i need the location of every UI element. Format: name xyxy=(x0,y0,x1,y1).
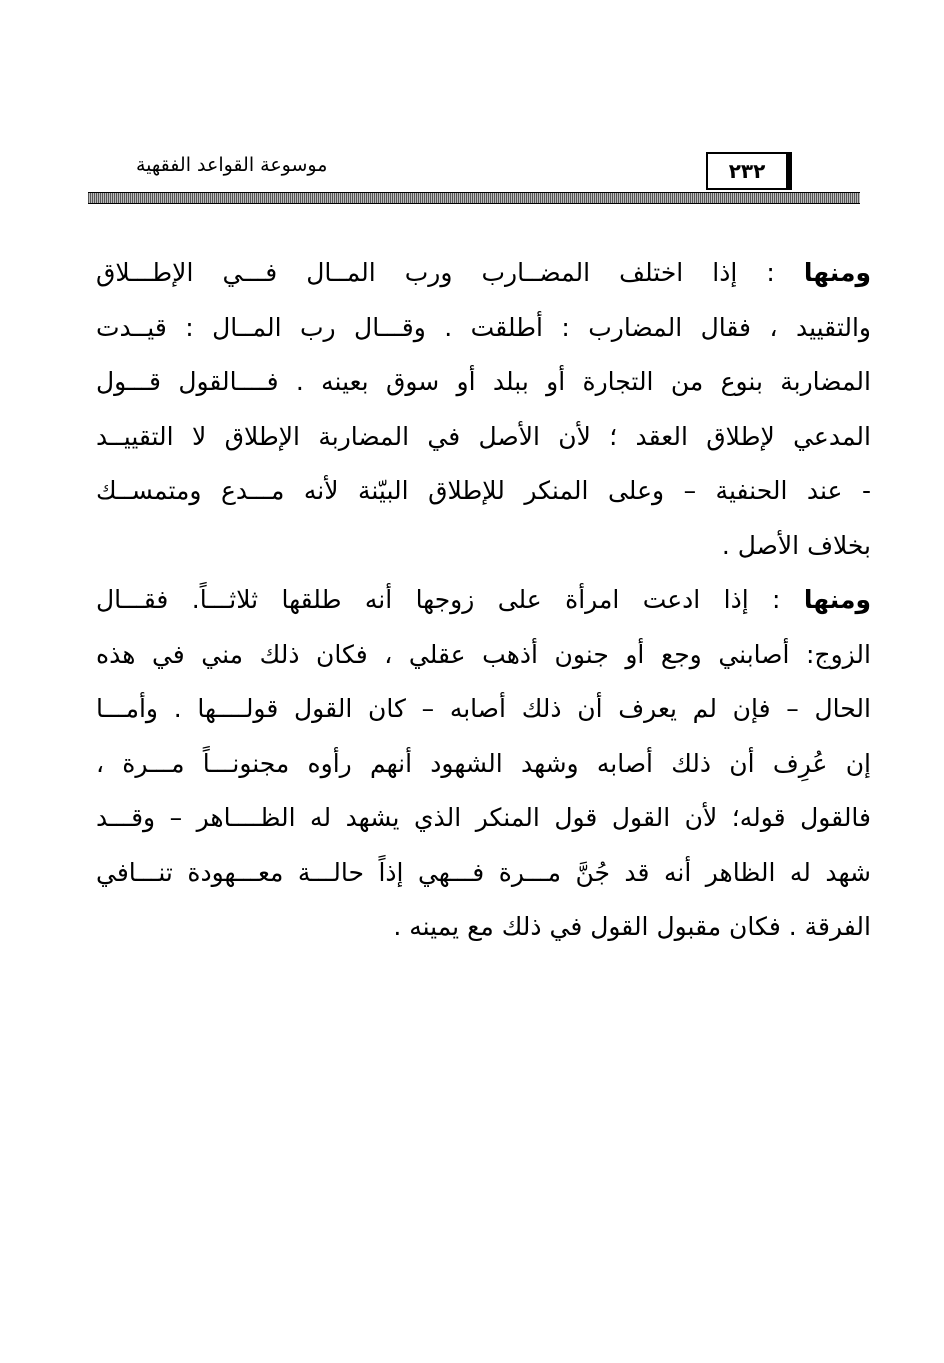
text-line: فالقول قوله؛ لأن القول قول المنكر الذي يشهد له الظــــاهر – وقـــد xyxy=(96,803,871,832)
text-line: الحال – فإن لم يعرف أن ذلك أصابه – كان القول قولــــها . وأمـــا xyxy=(96,694,871,723)
page-header xyxy=(88,150,860,208)
text-line: والتقييد ، فقال المضارب : أطلقت . وقـــال رب المــال : قيــدت xyxy=(96,312,871,342)
paragraph-lead: ومنها xyxy=(803,258,871,287)
text-line: - عند الحنفية – وعلى المنكر للإطلاق البيّنة لأنه مـــدع ومتمســك xyxy=(96,476,871,505)
paragraph-1 xyxy=(96,246,871,573)
text-line: الزوج: أصابني وجع أو جنون أذهب عقلي ، فكان ذلك مني في هذه xyxy=(96,639,871,669)
page-body xyxy=(96,246,871,955)
header-rule xyxy=(88,192,860,204)
book-title: موسوعة القواعد الفقهية xyxy=(136,154,328,176)
text-line: ومنها : إذا اختلف المضــارب ورب المــال فـــي الإطـــلاق xyxy=(96,258,871,287)
text-line: إن عُرِف أن ذلك أصابه وشهد الشهود أنهم رأوه مجنونـــاً مـــرة ، xyxy=(96,748,871,778)
paragraph-lead: ومنها xyxy=(803,585,871,614)
text-line: المضاربة بنوع من التجارة أو ببلد أو سوق بعينه . فــــالقول قـــول xyxy=(96,367,871,396)
text-line: المدعي لإطلاق العقد ؛ لأن الأصل في المضاربة الإطلاق لا التقييــد xyxy=(96,421,871,451)
page-number: ٢٣٢ xyxy=(706,152,792,190)
text-line: بخلاف الأصل . xyxy=(721,530,871,560)
paragraph-2 xyxy=(96,573,871,955)
text-line: الفرقة . فكان مقبول القول في ذلك مع يمينه . xyxy=(393,912,871,941)
text-line: ومنها : إذا ادعت امرأة على زوجها أنه طلقها ثلاثـــاً. فقـــال xyxy=(96,585,871,614)
text-line: شهد له الظاهر أنه قد جُنَّ مـــرة فـــهي إذاً حالـــة معـــهودة تنـــافي xyxy=(96,857,871,887)
